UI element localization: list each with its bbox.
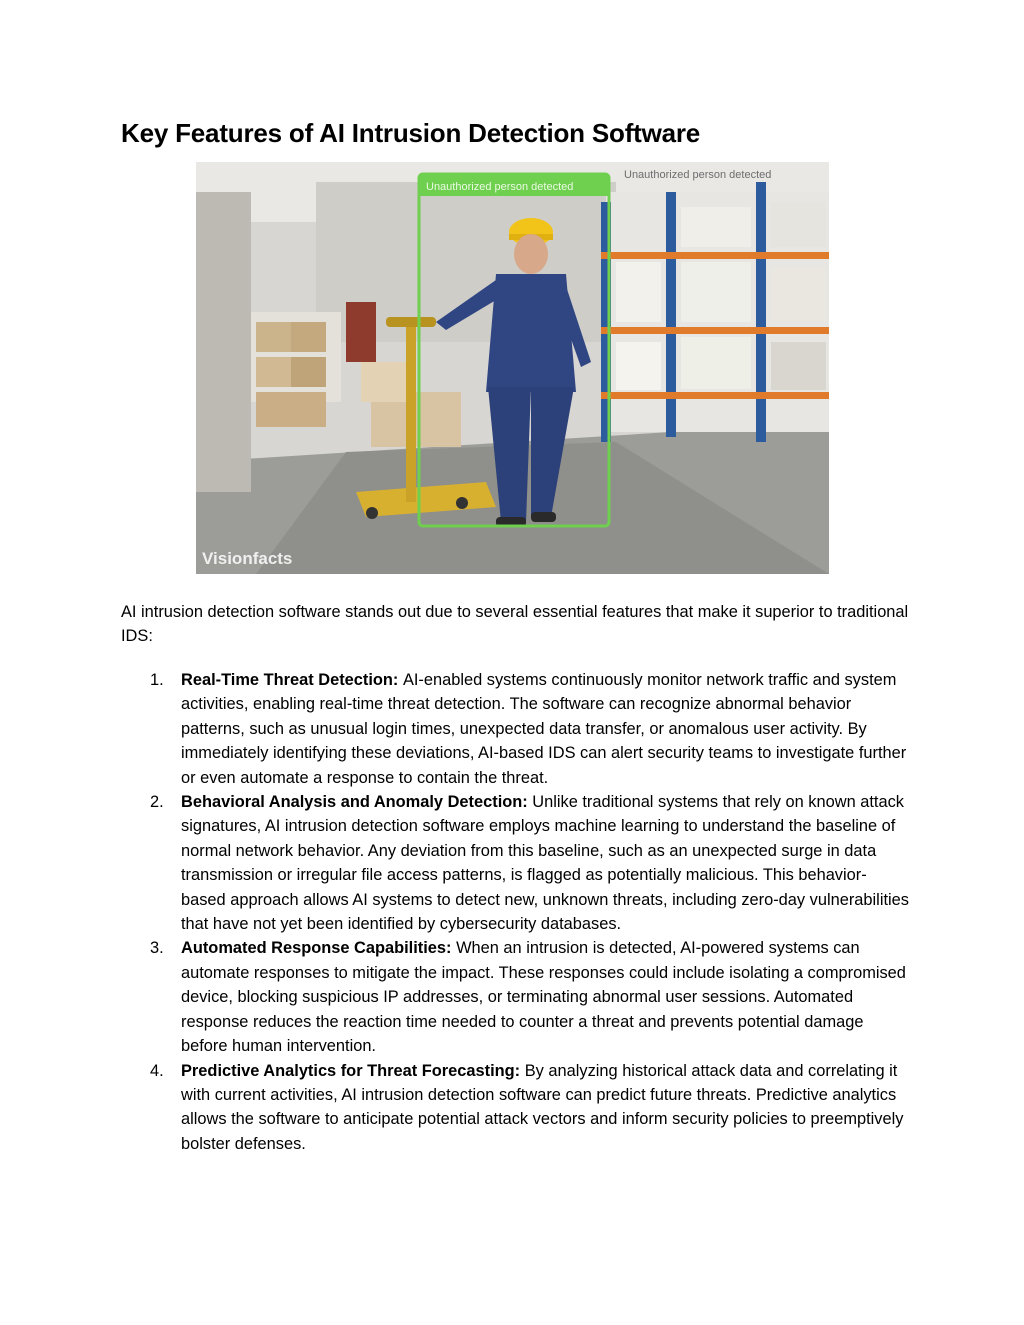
features-list — [121, 668, 911, 1156]
watermark-logo: Visionfacts — [202, 549, 293, 568]
detection-label-secondary: Unauthorized person detected — [624, 169, 772, 181]
list-item — [121, 790, 911, 936]
list-number: 3. — [150, 939, 164, 958]
list-number: 1. — [150, 671, 164, 689]
feature-text: Unlike traditional systems that rely on known attack signatures, AI intrusion detection software employs machine learning to understand the baseline of normal network behavior. Any deviation from this baseline, such as an unexpected surge in data transmission or irregular file access patterns, is flagged as potentially malicious. This behavior-based approach allows AI systems to detect new, unknown threats, including zero-day vulnerabilities that have not yet been identified by cybersecurity databases. — [181, 793, 909, 934]
page-title: Key Features of AI Intrusion Detection Software — [121, 118, 701, 148]
feature-text: AI-enabled systems continuously monitor network traffic and system activities, enabling real-time threat detection. The software can recognize abnormal behavior patterns, such as unusual login times, unexpected data transfer, or anomalous user activity. By immediately identifying these deviations, AI-based IDS can alert security teams to investigate further or even automate a response to contain the threat. — [181, 671, 907, 787]
feature-heading: Predictive Analytics for Threat Forecasting: — [181, 1061, 525, 1080]
feature-heading: Behavioral Analysis and Anomaly Detection: — [181, 793, 533, 812]
list-item — [121, 668, 911, 790]
detection-label: Unauthorized person detected — [426, 181, 574, 193]
list-number: 4. — [150, 1061, 164, 1080]
feature-heading: Automated Response Capabilities: — [181, 939, 457, 958]
list-item — [121, 1059, 911, 1157]
feature-text: When an intrusion is detected, AI-powered systems can automate responses to mitigate the impact. These responses could include isolating a compromised device, blocking suspicious IP addresses, or terminating abnormal user sessions. Automated response reduces the reaction time needed to counter a threat and prevents potential damage before human intervention. — [181, 939, 906, 1056]
intro-paragraph: AI intrusion detection software stands out due to several essential features that make it superior to traditional IDS: — [121, 603, 909, 646]
list-item — [121, 936, 911, 1058]
feature-heading: Real-Time Threat Detection: — [181, 671, 403, 689]
feature-text: By analyzing historical attack data and correlating it with current activities, AI intrusion detection software can predict future threats. Predictive analytics allows the software to anticipate potential attack vectors and inform security policies to preemptively bolster defenses. — [181, 1061, 904, 1153]
warehouse-detection-photo — [196, 162, 829, 574]
list-number: 2. — [150, 793, 164, 812]
